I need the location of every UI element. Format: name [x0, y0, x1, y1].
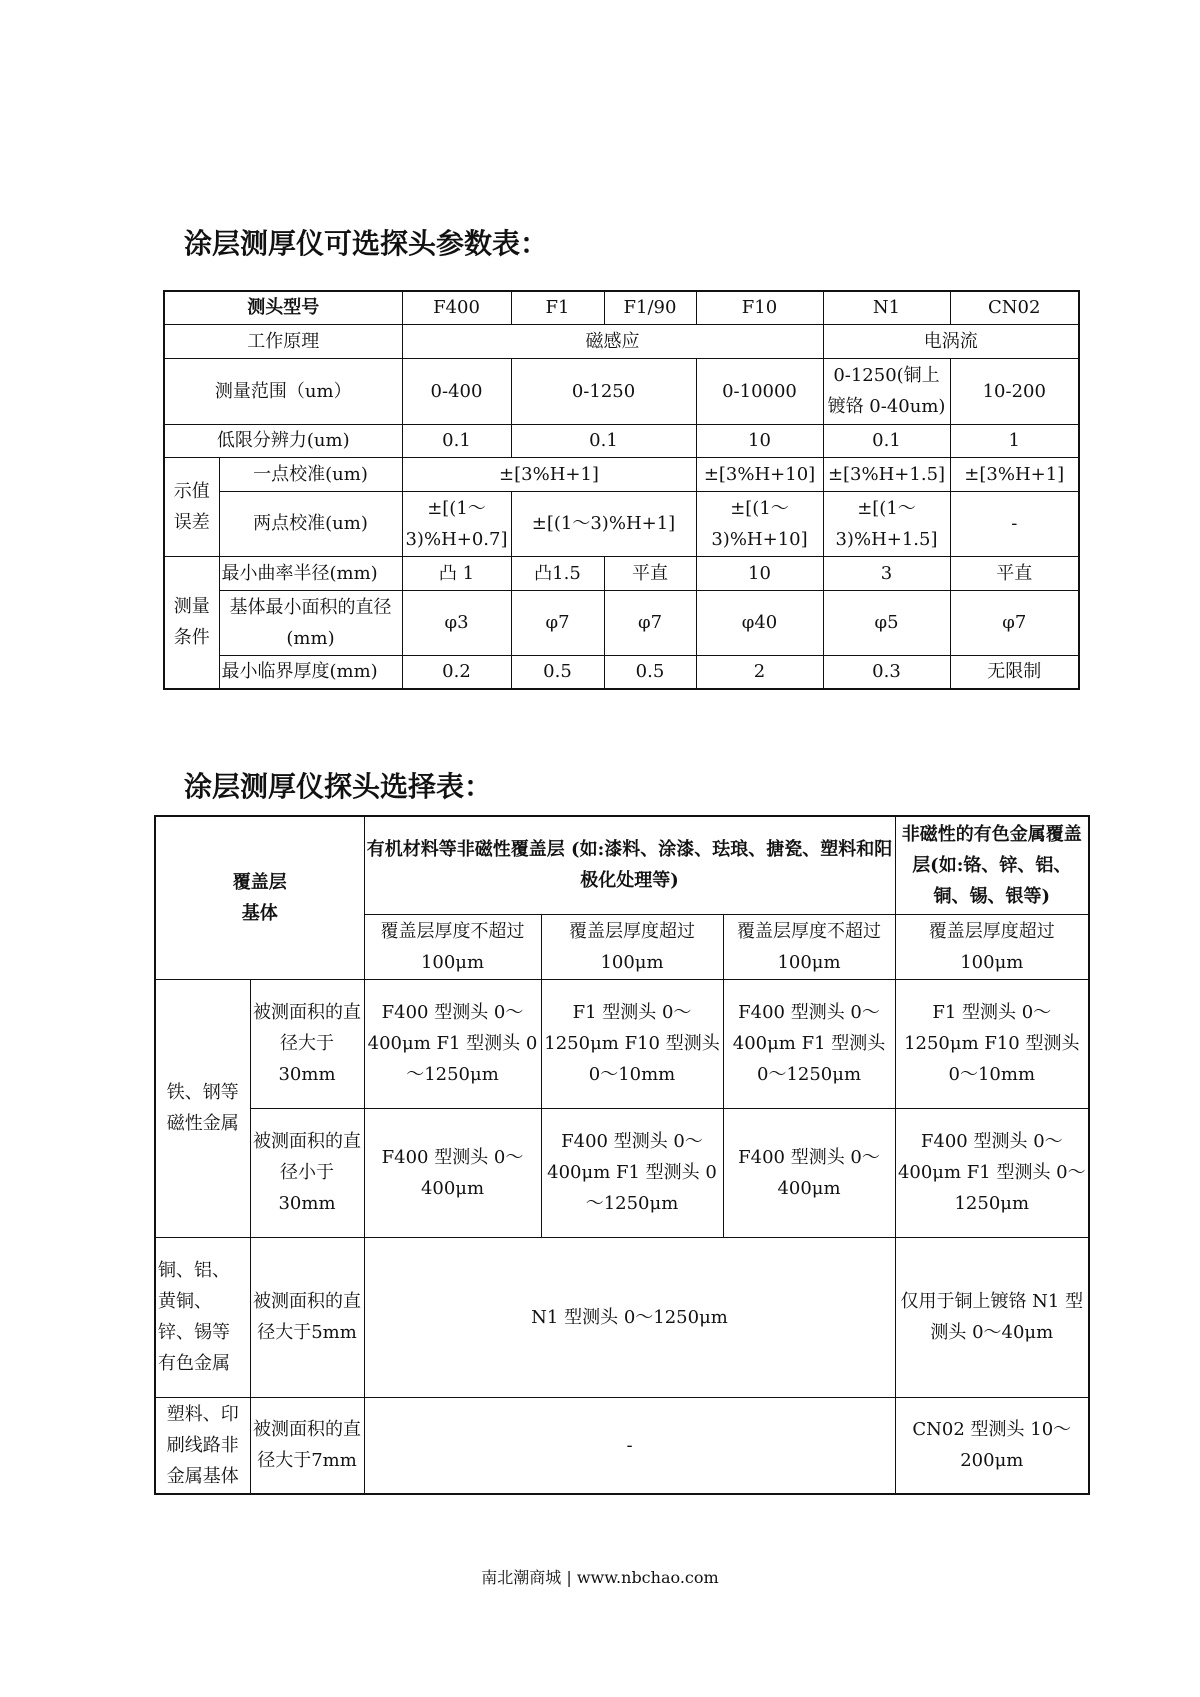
cell: 0-1250(铜上镀铬 0-40um)	[823, 358, 950, 424]
header-cell: F1	[511, 291, 604, 324]
cell: 0.1	[402, 424, 511, 457]
subheader-cell: 覆盖层厚度超过100μm	[895, 914, 1089, 979]
row-group-label: 铁、钢等磁性金属	[155, 979, 250, 1237]
row-label: 一点校准(um)	[219, 457, 402, 491]
cell: -	[364, 1397, 895, 1494]
row-label: 被测面积的直径大于7mm	[250, 1397, 364, 1494]
subheader-cell: 覆盖层厚度超过100μm	[541, 914, 723, 979]
cell: φ7	[604, 590, 696, 655]
corner-cell	[155, 816, 364, 979]
cell: F1 型测头 0～1250μm F10 型测头 0～10mm	[541, 979, 723, 1108]
cell: φ7	[511, 590, 604, 655]
cell: N1 型测头 0～1250μm	[364, 1237, 895, 1397]
cell: ±[3%H+1.5]	[823, 457, 950, 491]
cell: φ5	[823, 590, 950, 655]
subheader-cell: 覆盖层厚度不超过100μm	[723, 914, 895, 979]
footer: 南北潮商城 | www.nbchao.com	[481, 1568, 719, 1587]
cell: ±[(1～3)%H+0.7]	[402, 491, 511, 556]
cell: 凸 1	[402, 556, 511, 590]
cover-layer-label: 覆盖层	[232, 871, 287, 893]
cell: φ40	[696, 590, 823, 655]
cell: F400 型测头 0～400μm F1 型测头 0～1250μm	[364, 979, 541, 1108]
group-label: 示值误差	[164, 457, 219, 556]
cell: ±[3%H+1]	[950, 457, 1079, 491]
header-cell: 测头型号	[164, 291, 402, 324]
cell: ±[3%H+10]	[696, 457, 823, 491]
cell: 0-400	[402, 358, 511, 424]
probe-selection-table	[154, 815, 1090, 1495]
row-label: 被测面积的直径小于30mm	[250, 1108, 364, 1237]
cell: 0-1250	[511, 358, 696, 424]
table1-title: 涂层测厚仪可选探头参数表：	[184, 227, 549, 260]
row-label: 被测面积的直径大于30mm	[250, 979, 364, 1108]
cell: F400 型测头 0～400μm F1 型测头 0～1250μm	[541, 1108, 723, 1237]
cell: 0.5	[511, 655, 604, 689]
cell: φ3	[402, 590, 511, 655]
header-cell: F10	[696, 291, 823, 324]
cell: 凸1.5	[511, 556, 604, 590]
cell: 2	[696, 655, 823, 689]
cell: CN02 型测头 10～200μm	[895, 1397, 1089, 1494]
cell: -	[950, 491, 1079, 556]
cell: ±[(1～3)%H+1]	[511, 491, 696, 556]
cell: 仅用于铜上镀铬 N1 型测头 0～40μm	[895, 1237, 1089, 1397]
cell: F400 型测头 0～400μm F1 型测头 0～1250μm	[723, 979, 895, 1108]
cell: 0.1	[511, 424, 696, 457]
row-label: 基体最小面积的直径(mm)	[219, 590, 402, 655]
cell: F400 型测头 0～400μm	[723, 1108, 895, 1237]
header-cell: N1	[823, 291, 950, 324]
cell: 0.5	[604, 655, 696, 689]
header-cell: 非磁性的有色金属覆盖层(如:铬、锌、铝、铜、锡、银等)	[895, 816, 1089, 914]
header-cell: 有机材料等非磁性覆盖层 (如:漆料、涂漆、珐琅、搪瓷、塑料和阳极化处理等)	[364, 816, 895, 914]
cell: 磁感应	[402, 324, 823, 358]
cell: F1 型测头 0～1250μm F10 型测头 0～10mm	[895, 979, 1089, 1108]
group-label: 测量条件	[164, 556, 219, 689]
cell: 电涡流	[823, 324, 1079, 358]
row-label: 工作原理	[164, 324, 402, 358]
header-cell: F400	[402, 291, 511, 324]
cell: 平直	[604, 556, 696, 590]
row-label: 两点校准(um)	[219, 491, 402, 556]
cell: 0.1	[823, 424, 950, 457]
row-label: 测量范围（um）	[164, 358, 402, 424]
cell: 平直	[950, 556, 1079, 590]
row-label: 最小临界厚度(mm)	[219, 655, 402, 689]
row-group-label: 铜、铝、黄铜、锌、锡等有色金属	[155, 1237, 250, 1397]
cell: 10-200	[950, 358, 1079, 424]
cell: F400 型测头 0～400μm	[364, 1108, 541, 1237]
header-cell: CN02	[950, 291, 1079, 324]
cell: 0.3	[823, 655, 950, 689]
row-label: 被测面积的直径大于5mm	[250, 1237, 364, 1397]
cell: 10	[696, 424, 823, 457]
row-group-label: 塑料、印刷线路非金属基体	[155, 1397, 250, 1494]
cell: 0.2	[402, 655, 511, 689]
table2-title: 涂层测厚仪探头选择表：	[184, 770, 493, 803]
substrate-label: 基体	[241, 902, 278, 924]
cell: 3	[823, 556, 950, 590]
cell: ±[3%H+1]	[402, 457, 696, 491]
row-label: 最小曲率半径(mm)	[219, 556, 402, 590]
cell: 10	[696, 556, 823, 590]
cell: ±[(1～3)%H+10]	[696, 491, 823, 556]
cell: φ7	[950, 590, 1079, 655]
subheader-cell: 覆盖层厚度不超过100μm	[364, 914, 541, 979]
cell: 1	[950, 424, 1079, 457]
cell: 无限制	[950, 655, 1079, 689]
header-cell: F1/90	[604, 291, 696, 324]
cell: F400 型测头 0～400μm F1 型测头 0～1250μm	[895, 1108, 1089, 1237]
probe-parameter-table	[163, 290, 1080, 690]
cell: 0-10000	[696, 358, 823, 424]
row-label: 低限分辨力(um)	[164, 424, 402, 457]
cell: ±[(1～3)%H+1.5]	[823, 491, 950, 556]
